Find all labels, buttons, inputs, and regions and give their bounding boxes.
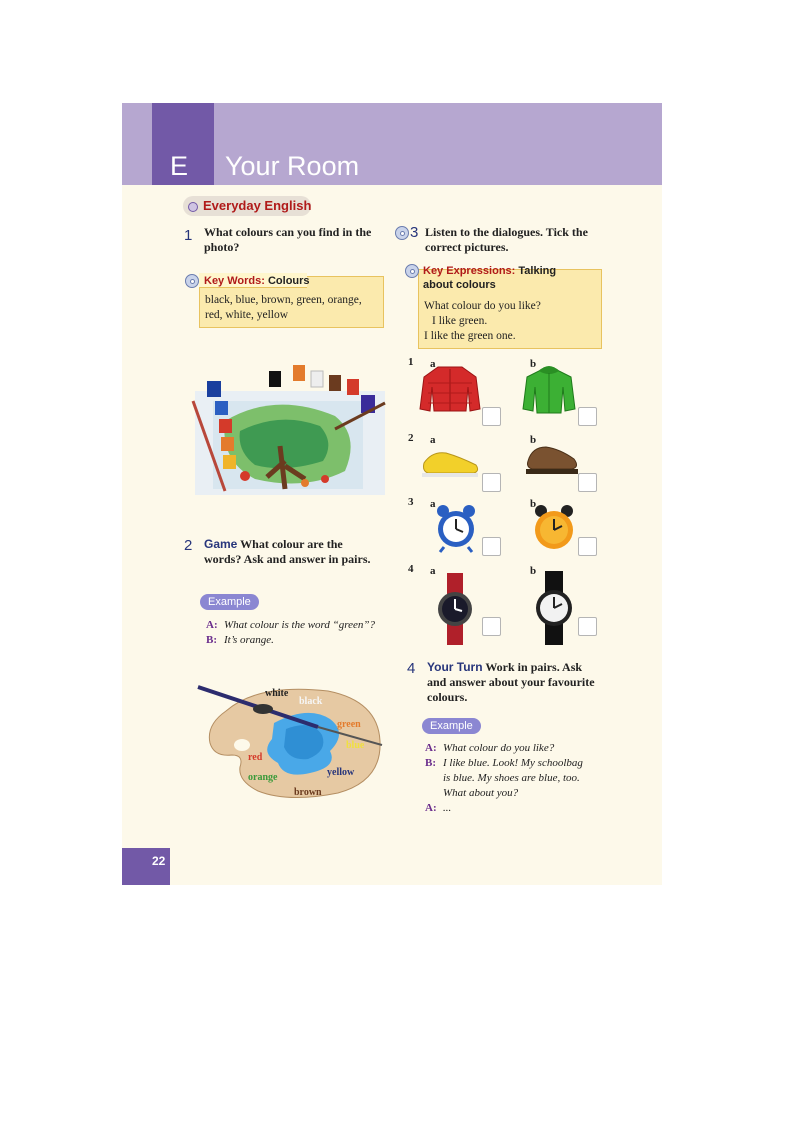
example4-dialogue bbox=[425, 741, 583, 816]
key-words-line2: red, white, yellow bbox=[205, 309, 289, 321]
brown-shoe-icon bbox=[524, 441, 580, 477]
orange-alarm-clock-icon bbox=[532, 503, 576, 553]
key-expressions-title-topic: Talking bbox=[518, 265, 557, 277]
key-expressions-line2: I like green. bbox=[432, 315, 488, 327]
key-words-title-topic: Colours bbox=[267, 275, 310, 287]
palette-word-red: red bbox=[248, 752, 263, 763]
key-words-line1: black, blue, brown, green, orange, bbox=[205, 294, 362, 306]
black-watch-icon bbox=[534, 571, 574, 645]
tick-box-4b[interactable] bbox=[578, 617, 597, 636]
paint-jars-tree-photo bbox=[185, 361, 397, 495]
section-bullet-icon bbox=[188, 202, 198, 212]
q3-number: 3 bbox=[410, 224, 419, 241]
tick-box-1a[interactable] bbox=[482, 407, 501, 426]
tick-box-2b[interactable] bbox=[578, 473, 597, 492]
q2-text bbox=[204, 537, 371, 567]
palette-word-black: black bbox=[299, 696, 323, 707]
key-expressions-title-label: Key Expressions: bbox=[423, 265, 516, 277]
audio-cd-icon[interactable] bbox=[405, 264, 419, 278]
q4-number: 4 bbox=[407, 660, 416, 677]
q4-line2: and answer about your favourite bbox=[427, 675, 595, 689]
option-a-label: a bbox=[430, 358, 436, 370]
dialogue-line: ... bbox=[443, 802, 452, 814]
speaker-label: A: bbox=[206, 619, 218, 631]
option-b-label: b bbox=[530, 358, 537, 370]
q2-line1: What colour are the bbox=[240, 537, 343, 551]
item-number: 4 bbox=[408, 563, 414, 575]
section-title: Everyday English bbox=[203, 198, 312, 213]
tick-box-2a[interactable] bbox=[482, 473, 501, 492]
key-words-list bbox=[205, 293, 362, 323]
option-a-label: a bbox=[430, 434, 436, 446]
q4-text bbox=[427, 660, 595, 705]
dialogue-line: is blue. My shoes are blue, too. bbox=[443, 772, 580, 784]
q2-number: 2 bbox=[184, 537, 193, 554]
green-jacket-icon bbox=[521, 363, 577, 415]
option-b-label: b bbox=[530, 434, 537, 446]
q4-line1: Work in pairs. Ask bbox=[485, 660, 583, 674]
palette-word-yellow: yellow bbox=[327, 767, 355, 778]
audio-cd-icon[interactable] bbox=[395, 226, 409, 240]
option-b-label: b bbox=[530, 498, 537, 510]
speaker-label: B: bbox=[206, 634, 217, 646]
speaker-label: B: bbox=[425, 757, 436, 769]
unit-letter: E bbox=[170, 151, 189, 181]
item-number: 2 bbox=[408, 432, 414, 444]
q1-line2: photo? bbox=[204, 240, 240, 254]
red-jacket-icon bbox=[418, 365, 482, 413]
dialogue-line: What colour is the word “green”? bbox=[224, 619, 376, 631]
q2-label: Game bbox=[204, 537, 238, 551]
palette-word-blue: blue bbox=[346, 740, 365, 751]
dialogue-line: What about you? bbox=[443, 787, 519, 799]
tick-box-4a[interactable] bbox=[482, 617, 501, 636]
speaker-label: A: bbox=[425, 742, 437, 754]
key-expressions-line1: What colour do you like? bbox=[424, 300, 541, 312]
palette-word-green: green bbox=[337, 719, 361, 730]
key-expressions-line3: I like the green one. bbox=[424, 330, 516, 342]
q4-line3: colours. bbox=[427, 690, 468, 704]
example2-dialogue bbox=[206, 618, 375, 648]
palette-word-brown: brown bbox=[294, 787, 322, 798]
option-a-label: a bbox=[430, 498, 436, 510]
key-expressions-text bbox=[424, 299, 541, 344]
q1-line1: What colours can you find in the bbox=[204, 225, 372, 239]
page-number: 22 bbox=[152, 854, 166, 868]
speaker-label: A: bbox=[425, 802, 437, 814]
item-number: 1 bbox=[408, 356, 414, 368]
tick-box-1b[interactable] bbox=[578, 407, 597, 426]
yellow-shoe-icon bbox=[420, 445, 482, 479]
dialogue-line: I like blue. Look! My schoolbag bbox=[443, 757, 583, 769]
audio-cd-icon[interactable] bbox=[185, 274, 199, 288]
tick-box-3b[interactable] bbox=[578, 537, 597, 556]
q3-line1: Listen to the dialogues. Tick the bbox=[425, 225, 588, 239]
q3-line2: correct pictures. bbox=[425, 240, 509, 254]
q1-text bbox=[204, 225, 371, 255]
example-badge: Example bbox=[200, 594, 259, 610]
textbook-page bbox=[122, 103, 662, 885]
option-a-label: a bbox=[430, 565, 436, 577]
q4-label: Your Turn bbox=[427, 660, 483, 674]
item-number: 3 bbox=[408, 496, 414, 508]
key-words-title bbox=[204, 274, 310, 288]
dialogue-line: What colour do you like? bbox=[443, 742, 555, 754]
blue-alarm-clock-icon bbox=[434, 503, 478, 553]
dialogue-line: It’s orange. bbox=[224, 634, 274, 646]
palette-word-orange: orange bbox=[248, 772, 278, 783]
q3-text bbox=[425, 225, 588, 255]
palette-word-white: white bbox=[265, 688, 289, 699]
key-words-title-label: Key Words: bbox=[204, 275, 265, 287]
unit-title: Your Room bbox=[225, 151, 360, 181]
red-watch-icon bbox=[436, 573, 474, 645]
option-b-label: b bbox=[530, 565, 537, 577]
tick-box-3a[interactable] bbox=[482, 537, 501, 556]
key-expressions-title-topic-cont: about colours bbox=[423, 279, 496, 291]
q2-line2: words? Ask and answer in pairs. bbox=[204, 552, 371, 566]
key-expressions-title bbox=[423, 264, 556, 292]
example-badge: Example bbox=[422, 718, 481, 734]
q1-number: 1 bbox=[184, 227, 193, 244]
